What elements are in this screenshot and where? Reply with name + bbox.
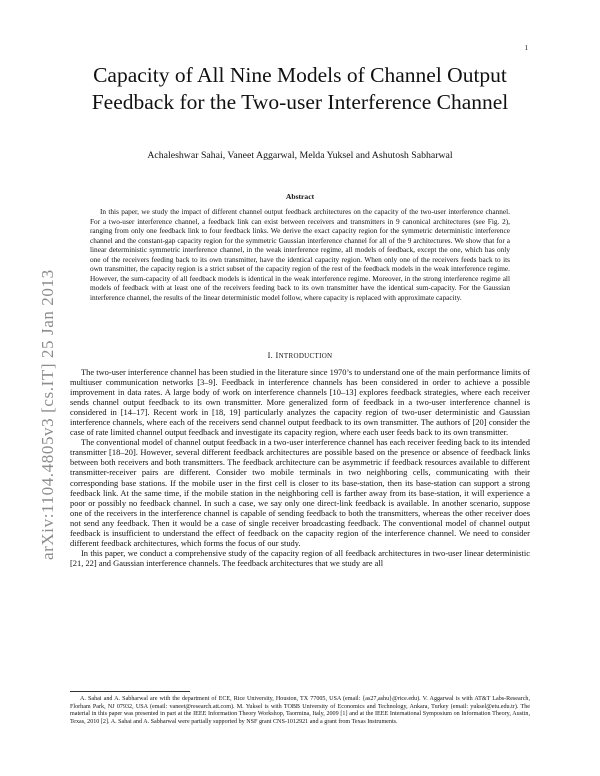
section-title-initial: I: [275, 351, 279, 360]
body-paragraph-3: In this paper, we conduct a comprehensive study of the capacity region of all feedback architectures in two-user linear deterministic [21, 22] and Gaussian interference channels. The feedback architectures that we study are all: [70, 547, 530, 568]
section-title-rest: NTRODUCTION: [278, 352, 333, 360]
paper-title: Capacity of All Nine Models of Channel Output Feedback for the Two-user Interference Channel: [91, 63, 509, 114]
section-numeral: I.: [267, 351, 274, 360]
page-number: 1: [524, 44, 528, 52]
author-list: Achaleshwar Sahai, Vaneet Aggarwal, Melda Yuksel and Ashutosh Sabharwal: [147, 150, 453, 161]
abstract-heading: Abstract: [285, 192, 315, 201]
body-paragraph-2: The conventional model of channel output feedback in a two-user interference channel has each receiver feeding back to its intended transmitter [18–20]. However, several different feedback architectures are possible based on the presence or absence of feedback links between both receivers and both transmitters. The feedback architecture can be asymmetric if feedback resources available to different transmitter-receiver pairs are different. Consider two mobile terminals in two neighboring cells, communicating with their corresponding base stations. If the mobile user in the first cell is closer to its base-station, then its base-station can support a strong feedback link. At the same time, if the mobile station in the neighboring cell is farther away from its base-station, it will experience a poor or possibly no feedback channel. In such a case, we say only one direct-link feedback is available. In another scenario, suppose one of the receivers in the interference channel is capable of sending feedback to both the transmitters, whereas the other receiver does not send any feedback. Then it would be a case of single receiver broadcasting feedback. The conventional model of channel output feedback is insufficient to understand the effect of feedback on the capacity region of the interference channel. We need to consider different feedback architectures, which forms the focus of our study.: [70, 437, 530, 548]
section-heading-introduction: [70, 351, 530, 360]
affiliation-footnote: A. Sahai and A. Sabharwal are with the department of ECE, Rice University, Houston, TX 77005, USA (email: {as27,ashu}@rice.edu). V. Aggarwal is with AT&T Labs-Research, Florham Park, NJ 07932, USA (email: vaneet@research.att.com). M. Yuksel is with TOBB University of Economics and Technology, Ankara, Turkey (email: yuksel@etu.edu.tr). The material in this paper was presented in part at the IEEE Information Theory Workshop, Taormina, Italy, 2009 [1] and at the IEEE International Symposium on Information Theory, Austin, Texas, 2010 [2]. A. Sahai and A. Sabharwal were partially supported by NSF grant CNS-1012921 and a grant from Texas Instruments.: [70, 696, 530, 726]
footnote-divider: [70, 691, 190, 692]
introduction-body: [70, 367, 530, 568]
arxiv-identifier-text: arXiv:1104.4805v3 [cs.IT] 25 Jan 2013: [38, 269, 57, 560]
body-paragraph-1: The two-user interference channel has been studied in the literature since 1970’s to understand one of the main performance limits of multiuser communication networks [3–9]. Feedback in interference channels has been considered in order to achieve a possible improvement in data rates. A large body of work on interference channels [10–13] explores feedback strategies, where each receiver sends channel output feedback to its own transmitter. More generalized form of feedback in a two-user interference channel is considered in [14–17]. Recent work in [18, 19] particularly analyzes the capacity region of two-user deterministic and Gaussian interference channels, where each of the receivers send channel output feedback to its own transmitter. The authors of [20] consider the case of rate limited channel output feedback and investigate its capacity region, where each user feeds back to its own transmitter.: [70, 367, 530, 438]
abstract-body: In this paper, we study the impact of different channel output feedback architectures on the capacity of the two-user interference channel. For a two-user interference channel, a feedback link can exist between receivers and transmitters in 9 canonical architectures (see Fig. 2), ranging from only one feedback link to four feedback links. We derive the exact capacity region for the symmetric deterministic interference channel and the constant-gap capacity region for the symmetric Gaussian interference channel for all of the 9 architectures. We show that for a linear deterministic symmetric interference channel, in the weak interference regime, all models of feedback, except the one, which has only one of the receivers feeding back to its own transmitter, have the identical capacity region. When only one of the receivers feeds back to its own transmitter, the capacity region is a strict subset of the capacity region of the rest of the feedback models in the weak interference regime. However, the sum-capacity of all feedback models is identical in the weak interference regime. Moreover, in the strong interference regime all models of feedback with at least one of the receivers feeding back to its own transmitter have the identical sum-capacity. For the Gaussian interference channel, the results of the linear deterministic model follow, where capacity is replaced with approximate capacity.: [90, 207, 510, 302]
